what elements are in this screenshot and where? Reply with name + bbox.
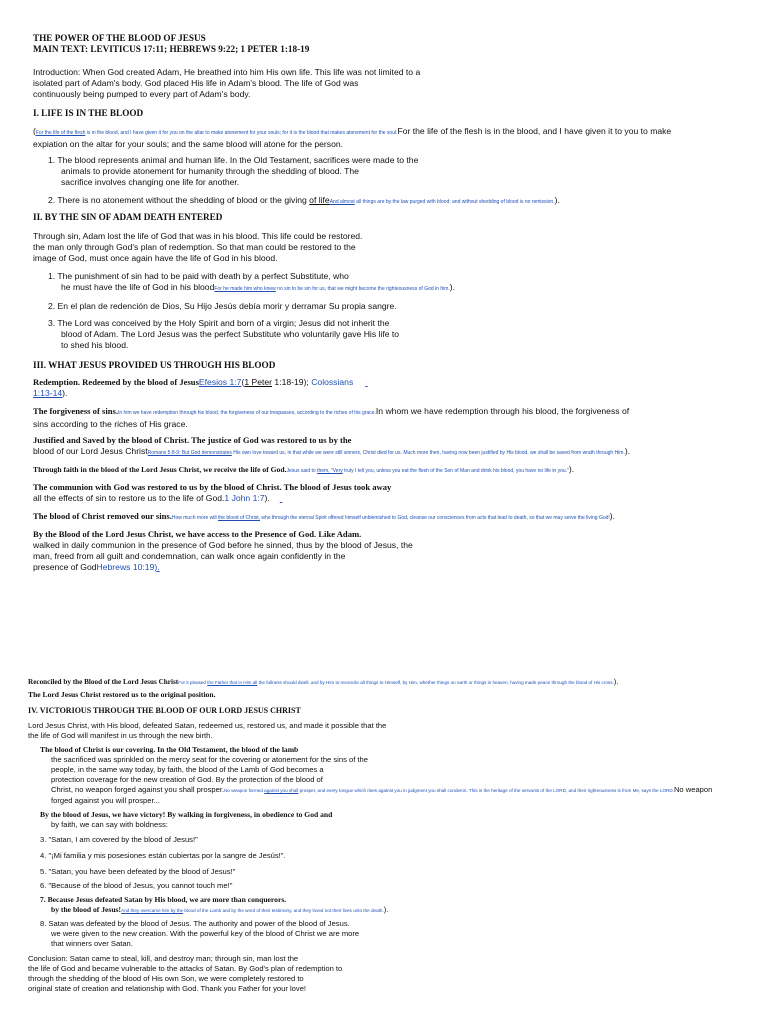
verse-tooltip-text: is in the blood, and I have given it for you on the altar to make atonement for your souls; for it is the blood that makes atonement for the soul. — [85, 130, 398, 136]
text: 1:18-19); — [272, 377, 312, 387]
reconciled-paragraph — [28, 677, 618, 688]
tooltip-link[interactable]: against you shall — [264, 788, 299, 793]
title-line-1: THE POWER OF THE BLOOD OF JESUS — [33, 33, 206, 43]
bold-text: The blood of Christ removed our sins. — [33, 511, 172, 521]
text: Christ, no weapon forged against you shall prosper. — [51, 785, 225, 794]
paren: ). — [609, 511, 616, 521]
justified-paragraph — [33, 435, 630, 459]
bold-text: Justified and Saved by the blood of Christ. The justice of God was restored to us by the — [33, 435, 352, 445]
restored-line: The Lord Jesus Christ restored us to the original position. — [28, 690, 216, 699]
para-line: Through sin, Adam lost the life of God that was in his blood. This life could be restored. — [33, 231, 363, 241]
bold-text: By the blood of Jesus, we have victory! By walking in forgiveness, in obedience to God and — [40, 810, 333, 819]
communion-paragraph — [33, 482, 391, 504]
list-item-line: 3. The Lord was conceived by the Holy Spirit and born of a virgin; Jesus did not inherit the — [48, 318, 390, 328]
faith-paragraph — [33, 464, 574, 477]
intro-line: Introduction: When God created Adam, He breathed into him His own life. This life was not limited to a — [33, 67, 421, 77]
section-1-verse — [33, 126, 671, 150]
text-line: through the shedding of the blood of His own Son, we were completely restored to — [28, 974, 304, 983]
john-link[interactable]: 1 John 1:7 — [224, 493, 265, 503]
bold-text: Through faith in the blood of the Lord Jesus Christ, we receive the life of God. — [33, 465, 287, 474]
tooltip-link[interactable]: the Father that in Him all — [207, 680, 258, 685]
section-1-item-1 — [48, 155, 418, 188]
text: blood of our Lord Jesus Christ — [33, 446, 148, 456]
tooltip-link[interactable]: And almost — [329, 199, 355, 205]
tooltip-text: How much more will — [171, 515, 218, 521]
verse-text: For the life of the flesh is in the blood, and I have given it to you to make — [397, 126, 672, 136]
paren: ). — [568, 464, 575, 474]
declaration-item-6: 6. "Because of the blood of Jesus, you cannot touch me!" — [40, 881, 233, 890]
tooltip-text: the fullness should dwell, and by Him to reconcile all things to Himself, by Him, whether things on earth or things in heaven, having made peace through the blood of His cross. — [257, 680, 614, 685]
list-item-line: animals to provide atonement for humanity through the shedding of blood. The — [61, 166, 359, 176]
text-line: we were given to the new creation. With the powerful key of the blood of Christ we are more — [51, 929, 360, 938]
tooltip-text: His own love toward us, in that while we were still sinners, Christ died for us. Much more then, having now been justified by His blood, we shall be saved from wrath through Him. — [231, 450, 625, 456]
text-line: people, in the same way today, by faith, the blood of the Lamb of God becomes a — [51, 765, 324, 774]
text-line: Lord Jesus Christ, with His blood, defeated Satan, redeemed us, restored us, and made it possible that the — [28, 721, 387, 730]
text-line: sins according to the riches of His grace. — [33, 419, 188, 429]
text-line: Conclusion: Satan came to steal, kill, and destroy man; through sin, man lost the — [28, 954, 299, 963]
peter-link[interactable]: 1 Peter — [244, 377, 273, 387]
verse-link[interactable]: For the life of the flesh — [35, 130, 86, 136]
text-line: forged against you will prosper... — [51, 796, 160, 805]
paren: ). — [154, 562, 160, 572]
text: No weapon — [673, 785, 713, 794]
section-2-paragraph — [33, 231, 362, 264]
tooltip-text: For it pleased — [178, 680, 208, 685]
declaration-item-4: 4. "¡Mi familia y mis posesiones están cubiertas por la sangre de Jesús!". — [40, 851, 286, 860]
tooltip-text: truly I tell you, unless you eat the flesh of the Son of Man and drink his blood, you have no life in you." — [342, 468, 569, 474]
section-2-item-1 — [48, 271, 455, 295]
introduction-paragraph — [33, 67, 420, 100]
paren: ). — [554, 195, 560, 205]
tooltip-text: Jesus said to — [286, 468, 318, 474]
conclusion-paragraph — [28, 954, 342, 994]
declaration-item-3: 3. "Satan, I am covered by the blood of Jesus!" — [40, 835, 198, 844]
section-1-item-2 — [48, 195, 560, 208]
text: all the effects of sin to restore us to the life of God. — [33, 493, 225, 503]
text-line: original state of creation and relationship with God. Thank you Father for your love! — [28, 984, 307, 993]
intro-line: isolated part of Adam's body. God placed His life in Adam's blood. The life of God was — [33, 78, 359, 88]
forgiveness-paragraph — [33, 406, 629, 430]
tooltip-text: In him we have redemption through his blood, the forgiveness of our trespasses, according to the riches of his grace. — [118, 410, 376, 416]
paren: ). — [62, 388, 68, 398]
text-line: the life of God and became vulnerable to the attacks of Satan. By God's plan of redemption to — [28, 964, 343, 973]
section-2-item-2: 2. En el plan de redención de Dios, Su Hijo Jesús debía morir y derramar Su propia sangre. — [48, 301, 397, 311]
bold-text: Redemption. Redeemed by the blood of Jesus — [33, 377, 199, 387]
list-item-line: 1. The punishment of sin had to be paid with death by a perfect Substitute, who — [48, 271, 349, 281]
bold-text: The communion with God was restored to us by the blood of Christ. The blood of Jesus took away — [33, 482, 392, 492]
text-line: by faith, we can say with boldness: — [51, 820, 168, 829]
list-item-text: he must have the life of God in his blood — [61, 282, 215, 292]
list-item-line: 1. The blood represents animal and human life. In the Old Testament, sacrifices were made to the — [48, 155, 419, 165]
section-1-heading: I. LIFE IS IN THE BLOOD — [33, 108, 144, 118]
list-item-text: 2. There is no atonement without the shedding of blood or the giving — [48, 195, 310, 205]
tooltip-text: no sin to be sin for us, that we might become the righteousness of God in him. — [275, 286, 450, 292]
tooltip-text: all things are by the law purged with blood; and without shedding of blood is no remission. — [354, 199, 555, 205]
text-line: walked in daily communion in the presence of God before he sinned, thus by the blood of Jesus, the — [33, 540, 413, 550]
tooltip-link[interactable]: And they overcame him by the — [121, 908, 184, 913]
text-line: the sacrificed was sprinkled on the mercy seat for the covering or atonement for the sins of the — [51, 755, 368, 764]
tooltip-link[interactable]: For he made him who knew — [214, 286, 276, 292]
text-line: that winners over Satan. — [51, 939, 133, 948]
section-2-heading: II. BY THE SIN OF ADAM DEATH ENTERED — [33, 212, 223, 222]
paren: ). — [264, 493, 270, 503]
text-line: man, freed from all guilt and condemnation, can walk once again confidently in the — [33, 551, 346, 561]
victory-paragraph — [40, 810, 332, 830]
text-line: protection coverage for the new creation of God. By the protection of the blood of — [51, 775, 323, 784]
declaration-item-5: 5. "Satan, you have been defeated by the blood of Jesus!" — [40, 867, 236, 876]
document-title — [33, 33, 309, 55]
redemption-paragraph — [33, 377, 415, 399]
text: In whom we have redemption through his blood, the forgiveness of — [375, 406, 630, 416]
paren: ). — [613, 677, 619, 686]
romans-link[interactable]: Romans 5:8-9: But God demonstrates — [147, 450, 232, 456]
tooltip-text: blood of the Lamb and by the word of their testimony, and they loved not their lives unto the death. — [183, 908, 384, 913]
section-3-heading: III. WHAT JESUS PROVIDED US THROUGH HIS BLOOD — [33, 360, 276, 370]
intro-line: continuously being pumped to every part of Adam's body. — [33, 89, 251, 99]
paren: ). — [624, 446, 631, 456]
bold-text: The blood of Christ is our covering. In the Old Testament, the blood of the lamb — [40, 745, 299, 754]
paren: ( — [241, 377, 245, 387]
covering-paragraph — [40, 745, 712, 806]
section-4-intro — [28, 721, 386, 741]
bold-text: by the blood of Jesus! — [51, 905, 122, 914]
paren: ( — [33, 126, 36, 136]
para-line: the man only through God's plan of redemption. So that man could be restored to the — [33, 242, 356, 252]
declaration-item-7 — [40, 895, 388, 916]
verse-text-line-2: expiation on the altar for your souls; and the same blood will atone for the person. — [33, 139, 344, 149]
tooltip-link[interactable]: the blood of Christ, — [218, 515, 260, 521]
list-item-line: to shed his blood. — [61, 340, 129, 350]
paren: ). — [449, 282, 456, 292]
declaration-item-8 — [40, 919, 359, 949]
tooltip-text: who through the eternal Spirit offered himself unblemished to God, cleanse our consciences from acts that lead to death, so that we may serve the living God! — [259, 515, 610, 521]
bold-text: 7. Because Jesus defeated Satan by His blood, we are more than conquerors. — [40, 895, 287, 904]
colossians-link[interactable]: Colossians — [311, 377, 354, 387]
list-item-line: sacrifice involves changing one life for another. — [61, 177, 240, 187]
text-line: the life of God will manifest in us through the new birth. — [28, 731, 213, 740]
tooltip-text: No weapon formed — [224, 788, 265, 793]
section-2-item-3 — [48, 318, 399, 351]
list-item-line: blood of Adam. The Lord Jesus was the perfect Substitute who voluntarily gave His life to — [61, 329, 400, 339]
text-line: 8. Satan was defeated by the blood of Jesus. The authority and power of the blood of Jesus. — [40, 919, 350, 928]
hebrews-link[interactable]: Hebrews 10:19 — [96, 562, 155, 572]
para-line: image of God, must once again have the life of God in his blood. — [33, 253, 278, 263]
bold-text: The forgiveness of sins. — [33, 406, 118, 416]
access-paragraph — [33, 529, 413, 573]
title-line-2: MAIN TEXT: LEVITICUS 17:11; HEBREWS 9:22; 1 PETER 1:18-19 — [33, 44, 310, 54]
tooltip-link[interactable]: them, "Very — [317, 468, 343, 474]
bold-text: By the Blood of the Lord Jesus Christ, we have access to the Presence of God. Like Adam. — [33, 529, 362, 539]
colossians-ref-link[interactable]: 1:13-14 — [33, 388, 63, 398]
of-life-link[interactable]: of life — [309, 195, 330, 205]
efesios-link[interactable]: Efesios 1:7 — [198, 377, 242, 387]
paren: ). — [383, 905, 389, 914]
removed-paragraph — [33, 511, 615, 524]
text: presence of God — [33, 562, 97, 572]
section-4-heading: IV. VICTORIOUS THROUGH THE BLOOD OF OUR LORD JESUS CHRIST — [28, 706, 301, 715]
tooltip-text: prosper, and every tongue which rises against you in judgment you shall condemn. This is the heritage of the servants of the LORD, and their righteousness is from Me, says the LORD. — [298, 788, 674, 793]
bold-text: Reconciled by the Blood of the Lord Jesus Christ — [28, 678, 179, 686]
